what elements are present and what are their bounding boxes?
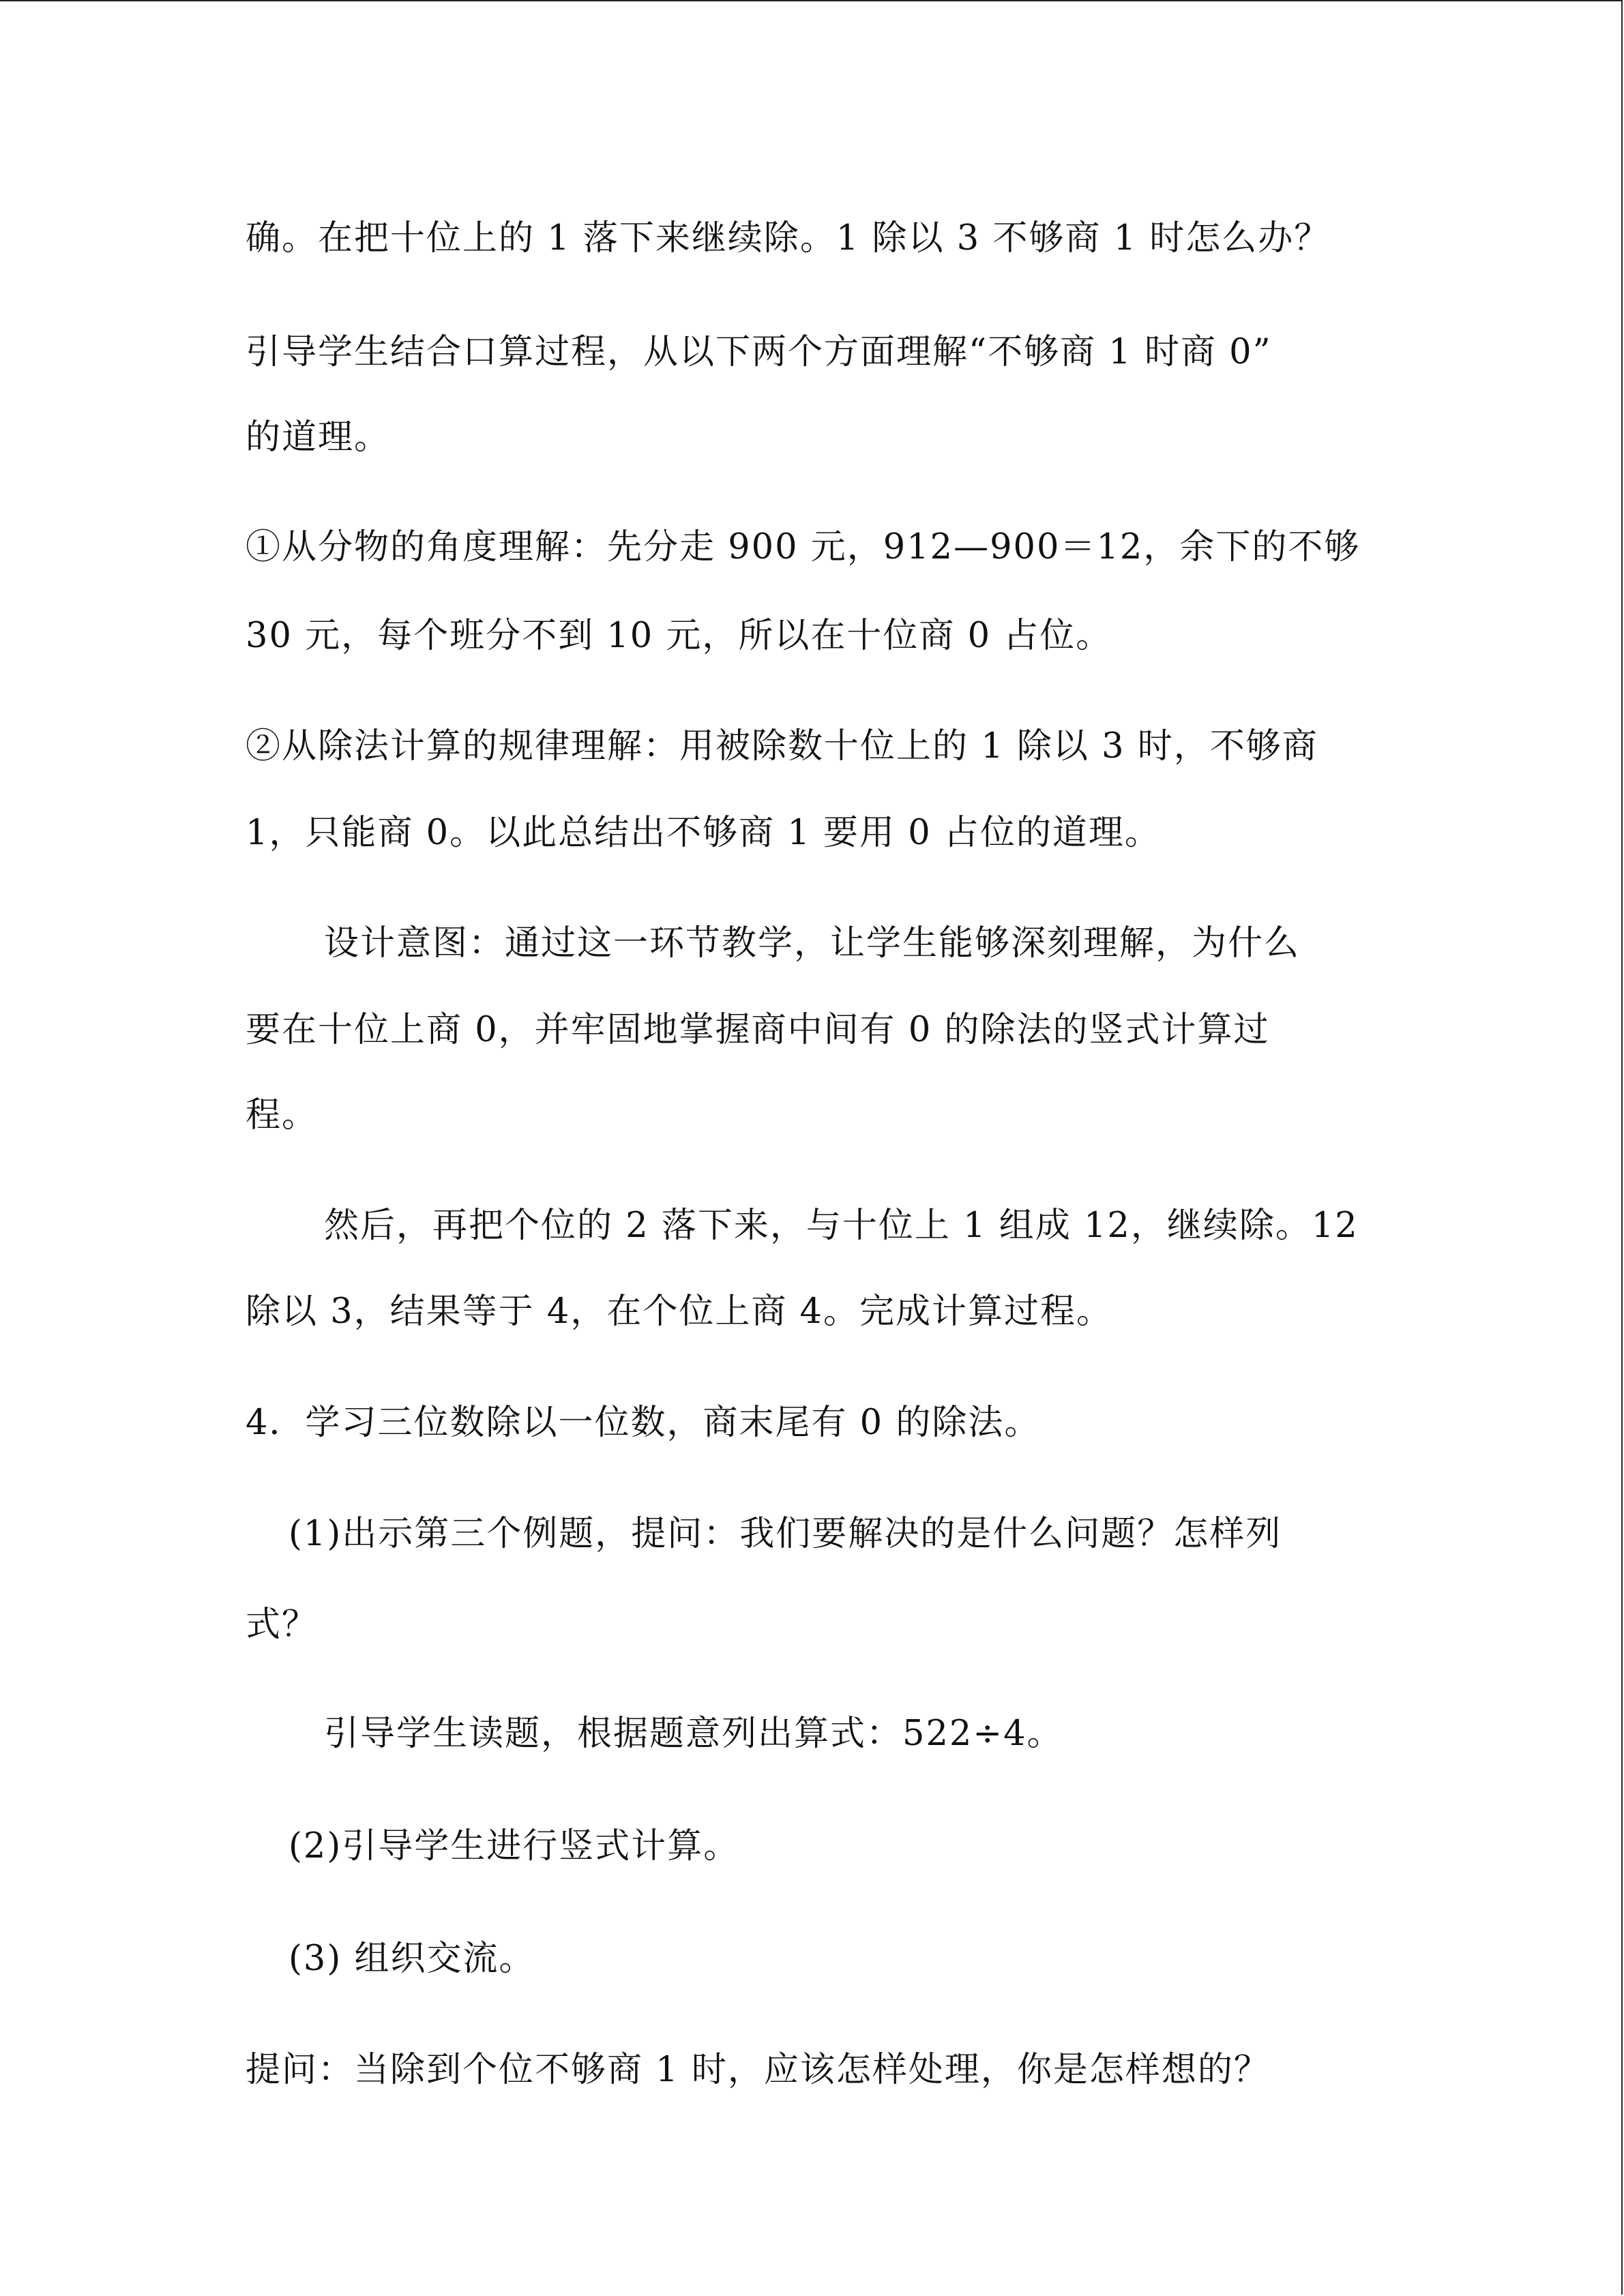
paragraph-line: 程。 bbox=[246, 1095, 319, 1135]
paragraph-line: 设计意图：通过这一环节教学，让学生能够深刻理解，为什么 bbox=[324, 923, 1301, 964]
paragraph-line: 30 元，每个班分不到 10 元，所以在十位商 0 占位。 bbox=[246, 616, 1112, 656]
paragraph-line: 引导学生读题，根据题意列出算式：522÷4。 bbox=[324, 1714, 1063, 1754]
paragraph-line: (3) 组织交流。 bbox=[289, 1939, 535, 1979]
paragraph-line: 的道理。 bbox=[246, 417, 391, 458]
paragraph-line: 然后，再把个位的 2 落下来，与十位上 1 组成 12，继续除。12 bbox=[324, 1206, 1359, 1246]
paragraph-line: 提问：当除到个位不够商 1 时，应该怎样处理，你是怎样想的？ bbox=[246, 2050, 1270, 2090]
paragraph-line: 4．学习三位数除以一位数，商末尾有 0 的除法。 bbox=[246, 1403, 1041, 1443]
paragraph-line: 引导学生结合口算过程，从以下两个方面理解“不够商 1 时商 0” bbox=[246, 332, 1272, 372]
paragraph-line: 要在十位上商 0，并牢固地掌握商中间有 0 的除法的竖式计算过 bbox=[246, 1010, 1270, 1050]
paragraph-line: 式？ bbox=[246, 1605, 319, 1645]
paragraph-line: 除以 3，结果等于 4，在个位上商 4。完成计算过程。 bbox=[246, 1292, 1112, 1332]
paragraph-line: ①从分物的角度理解：先分走 900 元，912—900＝12，余下的不够 bbox=[246, 527, 1361, 567]
paragraph-line: 确。在把十位上的 1 落下来继续除。1 除以 3 不够商 1 时怎么办？ bbox=[246, 218, 1331, 258]
paragraph-line: (1)出示第三个例题，提问：我们要解决的是什么问题？怎样列 bbox=[289, 1514, 1282, 1554]
paragraph-line: (2)引导学生进行竖式计算。 bbox=[289, 1826, 740, 1866]
paragraph-line: ②从除法计算的规律理解：用被除数十位上的 1 除以 3 时，不够商 bbox=[246, 726, 1318, 766]
paragraph-line: 1，只能商 0。以此总结出不够商 1 要用 0 占位的道理。 bbox=[246, 813, 1161, 853]
